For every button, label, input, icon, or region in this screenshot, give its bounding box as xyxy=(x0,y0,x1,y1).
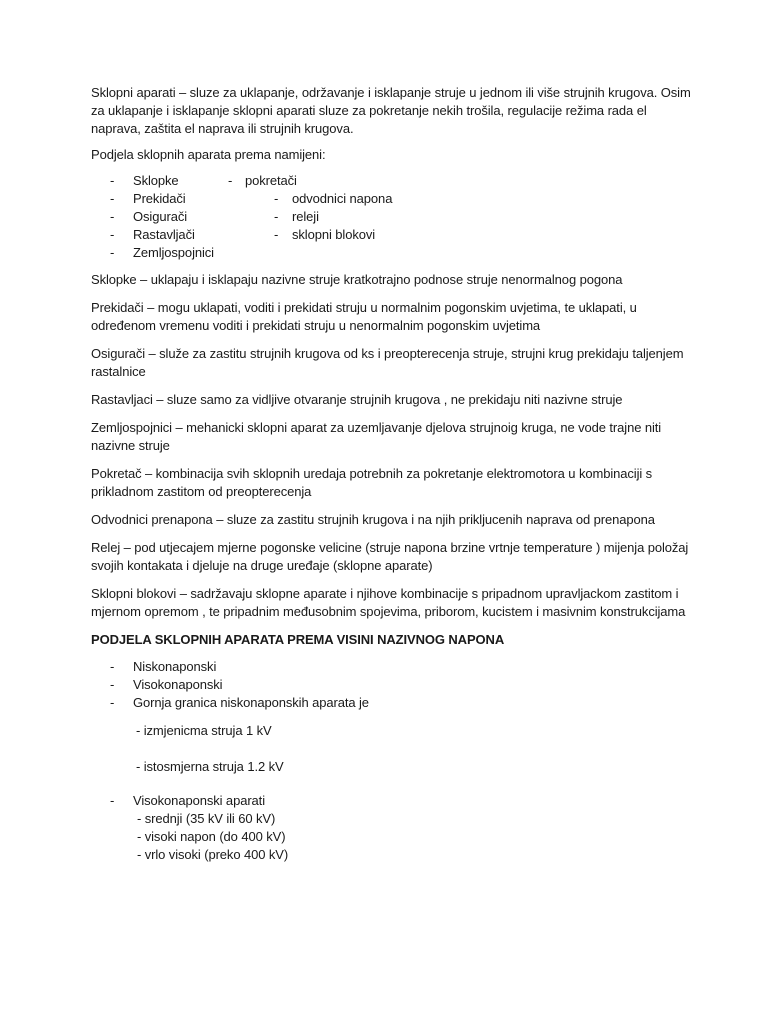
list-dash: - xyxy=(110,677,115,692)
list-item xyxy=(91,172,691,190)
paragraph-sklopni-blokovi: Sklopni blokovi – sadržavaju sklopne aparate i njihove kombinacije s pripadnom upravljackom zastitom i mjernom opremom , te pripadnim međusobnim spojevima, priborom, kucistem i masivnim konstrukcijama xyxy=(91,586,686,619)
list-item xyxy=(91,792,691,810)
list-item-label: Rastavljači xyxy=(133,227,195,242)
list-namjena xyxy=(91,172,691,262)
list-dash: - xyxy=(110,659,115,674)
list-visokonaponski xyxy=(91,792,691,864)
list-item xyxy=(91,244,691,262)
paragraph-osiguraci: Osigurači – služe za zastitu strujnih krugova od ks i preopterecenja struje, strujni krug prekidaju taljenjem rastalnice xyxy=(91,346,684,379)
list-item-label: releji xyxy=(292,209,319,224)
granica-istosmjerna: - istosmjerna struja 1.2 kV xyxy=(136,759,284,774)
list-dash: - xyxy=(110,191,115,206)
list-item-label: odvodnici napona xyxy=(292,191,393,206)
list-dash: - xyxy=(110,245,115,260)
section-heading-napon: PODJELA SKLOPNIH APARATA PREMA VISINI NAZIVNOG NAPONA xyxy=(91,632,505,647)
list-item-label: Sklopke xyxy=(133,173,179,188)
list-dash: - xyxy=(274,227,279,242)
list-item xyxy=(91,658,691,676)
list-item-label: pokretači xyxy=(245,173,297,188)
document-page xyxy=(91,84,691,869)
paragraph-intro: Sklopni aparati – sluze za uklapanje, održavanje i isklapanje struje u jednom ili više strujnih krugova. Osim za uklapanje i isklapanje sklopni aparati sluze za pokretanje nekih trošila, regulacije režima rada el naprava, zaštita el naprava ili strujnih krugova. xyxy=(91,85,691,136)
paragraph-prekidaci: Prekidači – mogu uklapati, voditi i prekidati struju u normalnim pogonskim uvjetima, te uklapati, u određenom vremenu voditi i prekidati struju u nenormalnim pogonskim uvjetima xyxy=(91,300,637,333)
list-item-label: Visokonaponski aparati xyxy=(133,793,265,808)
list-dash: - xyxy=(274,209,279,224)
list-dash: - xyxy=(110,793,115,808)
paragraph-relej: Relej – pod utjecajem mjerne pogonske velicine (struje napona brzine vrtnje temperature ) mijenja položaj svojih kontakata i djeluje na druge uređaje (sklopne aparate) xyxy=(91,540,689,573)
list-item xyxy=(91,226,691,244)
list-item-label: Osigurači xyxy=(133,209,188,224)
paragraph-rastavljaci: Rastavljaci – sluze samo za vidljive otvaranje strujnih krugova , ne prekidaju niti nazivne struje xyxy=(91,392,623,407)
list-item-label: Visokonaponski xyxy=(133,677,223,692)
paragraph-podjela-namjena: Podjela sklopnih aparata prema namijeni: xyxy=(91,147,326,162)
sublist-item: - vrlo visoki (preko 400 kV) xyxy=(137,847,289,862)
list-item xyxy=(91,694,691,712)
sublist-item: - visoki napon (do 400 kV) xyxy=(137,829,286,844)
granica-izmjenicna: - izmjenicma struja 1 kV xyxy=(136,723,272,738)
list-dash: - xyxy=(110,209,115,224)
list-item xyxy=(91,676,691,694)
list-item-label: Prekidači xyxy=(133,191,186,206)
list-dash: - xyxy=(274,191,279,206)
list-dash: - xyxy=(110,173,115,188)
list-item xyxy=(91,208,691,226)
paragraph-zemljospojnici: Zemljospojnici – mehanicki sklopni aparat za uzemljavanje djelova strujnoig kruga, ne vode trajne niti nazivne struje xyxy=(91,420,662,453)
list-dash: - xyxy=(110,227,115,242)
list-dash: - xyxy=(110,695,115,710)
list-dash: - xyxy=(228,173,233,188)
paragraph-odvodnici: Odvodnici prenapona – sluze za zastitu strujnih krugova i na njih prikljucenih naprava od prenapona xyxy=(91,512,655,527)
list-napon xyxy=(91,658,691,712)
list-item-label: Gornja granica niskonaponskih aparata je xyxy=(133,695,369,710)
sublist-item: - srednji (35 kV ili 60 kV) xyxy=(137,811,276,826)
list-item xyxy=(91,190,691,208)
list-item-label: Niskonaponski xyxy=(133,659,217,674)
paragraph-pokretac: Pokretač – kombinacija svih sklopnih uredaja potrebnih za pokretanje elektromotora u kombinaciji s prikladnom zastitom od preopterecenja xyxy=(91,466,653,499)
list-item-label: sklopni blokovi xyxy=(292,227,376,242)
paragraph-sklopke: Sklopke – uklapaju i isklapaju nazivne struje kratkotrajno podnose struje nenormalnog pogona xyxy=(91,272,623,287)
list-item-label: Zemljospojnici xyxy=(133,245,214,260)
